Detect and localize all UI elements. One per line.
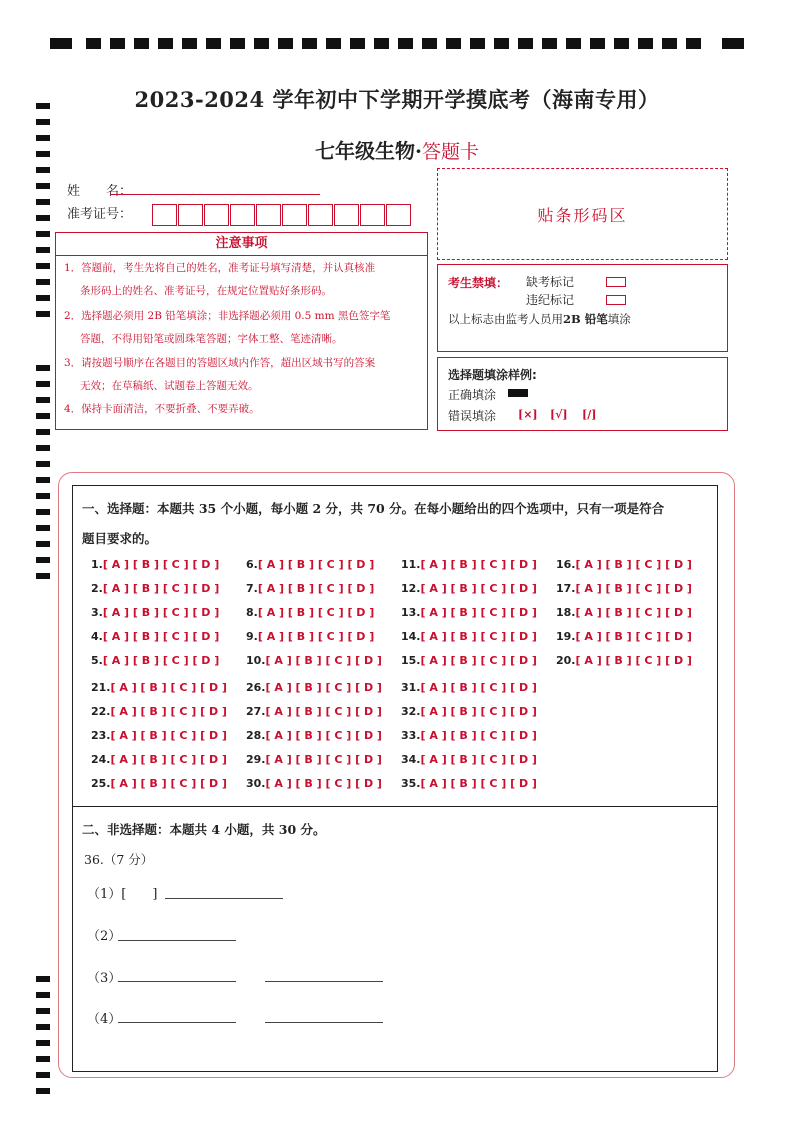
timing-mark xyxy=(446,38,461,49)
choice-question[interactable] xyxy=(401,606,537,619)
timing-mark xyxy=(36,573,50,579)
violation-mark-box[interactable] xyxy=(606,295,626,305)
timing-mark xyxy=(182,38,197,49)
sample-title: 选择题填涂样例: xyxy=(448,368,537,382)
timing-mark xyxy=(36,541,50,547)
question-number: 4. xyxy=(91,630,103,643)
answer-options[interactable]: [ A ] [ B ] [ C ] [ D ] xyxy=(575,558,692,571)
q36-sub2-label: （2） xyxy=(87,929,122,944)
notice-item xyxy=(64,257,424,303)
timing-mark xyxy=(36,1088,50,1094)
answer-options[interactable]: [ A ] [ B ] [ C ] [ D ] xyxy=(420,753,537,766)
notice-line: 4．保持卡面清洁，不要折叠、不要弄破。 xyxy=(64,403,260,415)
choice-question[interactable] xyxy=(556,582,692,595)
section1-heading-cont: 题目要求的。 xyxy=(82,531,158,546)
answer-options[interactable]: [ A ] [ B ] [ C ] [ D ] xyxy=(575,582,692,595)
choice-question[interactable] xyxy=(246,654,382,667)
written-section xyxy=(72,806,718,1072)
answer-options[interactable]: [ A ] [ B ] [ C ] [ D ] xyxy=(257,582,375,595)
question-number: 35. xyxy=(401,777,421,790)
choice-question[interactable] xyxy=(91,654,219,667)
timing-mark xyxy=(566,38,581,49)
choice-question[interactable] xyxy=(401,777,537,790)
timing-mark xyxy=(722,38,744,49)
id-digit-box[interactable] xyxy=(334,204,359,226)
notice-item xyxy=(64,352,424,398)
question-number: 5. xyxy=(91,654,103,667)
forbid-label: 考生禁填： xyxy=(448,276,509,290)
timing-mark xyxy=(36,1024,50,1030)
timing-mark xyxy=(134,38,149,49)
question-number: 33. xyxy=(401,729,421,742)
question-number: 9. xyxy=(246,630,258,643)
timing-mark xyxy=(36,295,50,301)
choice-question[interactable] xyxy=(246,558,374,571)
answer-options[interactable]: [ A ] [ B ] [ C ] [ D ] xyxy=(110,777,227,790)
wrong-label: 错误填涂 xyxy=(448,409,497,423)
section2-heading: 二、非选择题：本题共 4 小题，共 30 分。 xyxy=(82,822,326,837)
wrong-sample-1: [×] xyxy=(518,408,538,421)
timing-mark xyxy=(662,38,677,49)
question-number: 13. xyxy=(401,606,421,619)
timing-mark xyxy=(614,38,629,49)
timing-mark xyxy=(36,1072,50,1078)
answer-options[interactable]: [ A ] [ B ] [ C ] [ D ] xyxy=(575,630,692,643)
answer-options[interactable]: [ A ] [ B ] [ C ] [ D ] xyxy=(102,654,220,667)
timing-mark xyxy=(36,381,50,387)
correct-fill-sample xyxy=(508,389,528,397)
choice-question[interactable] xyxy=(401,630,537,643)
question-number: 7. xyxy=(246,582,258,595)
choice-section xyxy=(72,485,718,807)
id-digit-box[interactable] xyxy=(152,204,177,226)
answer-options[interactable]: [ A ] [ B ] [ C ] [ D ] xyxy=(102,606,220,619)
answer-options[interactable]: [ A ] [ B ] [ C ] [ D ] xyxy=(265,777,382,790)
choice-question[interactable] xyxy=(246,582,374,595)
name-field[interactable] xyxy=(110,193,320,195)
timing-mark xyxy=(36,557,50,563)
top-timing-marks xyxy=(50,38,744,50)
question-number: 6. xyxy=(246,558,258,571)
timing-mark xyxy=(36,477,50,483)
notice-line: 答题，不得用铅笔或圆珠笔答题；字体工整、笔迹清晰。 xyxy=(80,333,343,345)
question-number: 10. xyxy=(246,654,266,667)
q36-sub3-answer-line-1[interactable] xyxy=(118,980,236,982)
question-number: 14. xyxy=(401,630,421,643)
timing-mark xyxy=(36,397,50,403)
answer-options[interactable]: [ A ] [ B ] [ C ] [ D ] xyxy=(575,654,692,667)
answer-options[interactable]: [ A ] [ B ] [ C ] [ D ] xyxy=(420,729,537,742)
timing-mark xyxy=(36,461,50,467)
timing-mark xyxy=(374,38,389,49)
answer-options[interactable]: [ A ] [ B ] [ C ] [ D ] xyxy=(257,558,375,571)
choice-question[interactable] xyxy=(246,753,382,766)
q36-sub3-answer-line-2[interactable] xyxy=(265,980,383,982)
id-digit-box[interactable] xyxy=(204,204,229,226)
notice-box xyxy=(55,232,428,430)
question-number: 23. xyxy=(91,729,111,742)
timing-mark xyxy=(36,525,50,531)
id-digit-box[interactable] xyxy=(360,204,385,226)
subtitle-subject: 七年级生物· xyxy=(315,139,422,163)
q36-sub1-label: （1）[ ] xyxy=(87,887,158,902)
question-number: 15. xyxy=(401,654,421,667)
answer-options[interactable]: [ A ] [ B ] [ C ] [ D ] xyxy=(102,630,220,643)
notice-title: 注意事项 xyxy=(56,233,427,256)
section1-heading: 一、选择题：本题共 35 个小题，每小题 2 分，共 70 分。在每小题给出的四个选项中，只有一项是符合 xyxy=(82,501,665,516)
question-number: 24. xyxy=(91,753,111,766)
notice-line: 无效；在草稿纸、试题卷上答题无效。 xyxy=(80,380,259,392)
question-number: 32. xyxy=(401,705,421,718)
timing-mark xyxy=(36,976,50,982)
notice-item xyxy=(64,398,424,421)
choice-question[interactable] xyxy=(401,705,537,718)
q36-sub4-answer-line-2[interactable] xyxy=(265,1021,383,1023)
barcode-area: 贴条形码区 xyxy=(437,168,728,260)
timing-mark xyxy=(206,38,221,49)
answer-options[interactable]: [ A ] [ B ] [ C ] [ D ] xyxy=(110,681,227,694)
notice-line: 2．选择题必须用 2B 铅笔填涂；非选择题必须用 0.5 mm 黑色签字笔 xyxy=(64,310,391,322)
choice-question[interactable] xyxy=(91,705,227,718)
timing-mark xyxy=(36,429,50,435)
timing-mark xyxy=(422,38,437,49)
answer-options[interactable]: [ A ] [ B ] [ C ] [ D ] xyxy=(420,630,537,643)
answer-options[interactable]: [ A ] [ B ] [ C ] [ D ] xyxy=(265,705,382,718)
choice-question[interactable] xyxy=(91,630,219,643)
timing-mark xyxy=(36,1040,50,1046)
timing-mark xyxy=(230,38,245,49)
answer-options[interactable]: [ A ] [ B ] [ C ] [ D ] xyxy=(420,681,537,694)
timing-mark xyxy=(518,38,533,49)
timing-mark xyxy=(470,38,485,49)
answer-options[interactable]: [ A ] [ B ] [ C ] [ D ] xyxy=(110,729,227,742)
q36-sub3-label: （3） xyxy=(87,971,122,986)
timing-mark xyxy=(686,38,701,49)
notice-line: 1．答题前，考生先将自己的姓名，准考证号填写清楚，并认真核准 xyxy=(64,262,376,274)
timing-mark xyxy=(36,215,50,221)
id-digit-box[interactable] xyxy=(282,204,307,226)
timing-mark xyxy=(36,445,50,451)
choice-question[interactable] xyxy=(91,606,219,619)
id-digit-box[interactable] xyxy=(386,204,411,226)
choice-question[interactable] xyxy=(246,705,382,718)
answer-options[interactable]: [ A ] [ B ] [ C ] [ D ] xyxy=(110,753,227,766)
choice-question[interactable] xyxy=(246,681,382,694)
question-number: 28. xyxy=(246,729,266,742)
timing-mark xyxy=(494,38,509,49)
id-digit-box[interactable] xyxy=(178,204,203,226)
page-subtitle xyxy=(0,135,794,164)
notice-item xyxy=(64,305,424,351)
question-number: 2. xyxy=(91,582,103,595)
choice-question[interactable] xyxy=(246,777,382,790)
answer-options[interactable]: [ A ] [ B ] [ C ] [ D ] xyxy=(102,558,220,571)
answer-options[interactable]: [ A ] [ B ] [ C ] [ D ] xyxy=(420,654,537,667)
timing-mark xyxy=(350,38,365,49)
question-number: 26. xyxy=(246,681,266,694)
q36-sub4-label: （4） xyxy=(87,1012,122,1027)
timing-mark xyxy=(86,38,101,49)
answer-options[interactable]: [ A ] [ B ] [ C ] [ D ] xyxy=(265,654,382,667)
answer-options[interactable]: [ A ] [ B ] [ C ] [ D ] xyxy=(420,558,537,571)
choice-question[interactable] xyxy=(556,654,692,667)
choice-question[interactable] xyxy=(401,558,537,571)
answer-options[interactable]: [ A ] [ B ] [ C ] [ D ] xyxy=(420,582,537,595)
answer-options[interactable]: [ A ] [ B ] [ C ] [ D ] xyxy=(110,705,227,718)
choice-question[interactable] xyxy=(401,681,537,694)
question-number: 27. xyxy=(246,705,266,718)
q36-sub4-answer-line-1[interactable] xyxy=(118,1021,236,1023)
timing-mark xyxy=(542,38,557,49)
timing-mark xyxy=(36,311,50,317)
answer-options[interactable]: [ A ] [ B ] [ C ] [ D ] xyxy=(420,777,537,790)
choice-question[interactable] xyxy=(91,558,219,571)
answer-options[interactable]: [ A ] [ B ] [ C ] [ D ] xyxy=(265,681,382,694)
choice-question[interactable] xyxy=(556,558,692,571)
forbid-note xyxy=(448,311,631,327)
timing-mark xyxy=(326,38,341,49)
wrong-sample-3: [/] xyxy=(582,408,597,421)
timing-mark xyxy=(36,167,50,173)
name-label: 姓 名： xyxy=(67,184,133,199)
id-digit-box[interactable] xyxy=(230,204,255,226)
question-number: 21. xyxy=(91,681,111,694)
choice-question[interactable] xyxy=(401,654,537,667)
answer-options[interactable]: [ A ] [ B ] [ C ] [ D ] xyxy=(265,729,382,742)
subtitle-card: 答题卡 xyxy=(421,141,479,163)
timing-mark xyxy=(638,38,653,49)
answer-options[interactable]: [ A ] [ B ] [ C ] [ D ] xyxy=(420,606,537,619)
choice-question[interactable] xyxy=(401,753,537,766)
answer-options[interactable]: [ A ] [ B ] [ C ] [ D ] xyxy=(257,606,375,619)
choice-question[interactable] xyxy=(246,606,374,619)
question-number: 3. xyxy=(91,606,103,619)
page-title: 2023-2024 学年初中下学期开学摸底考（海南专用） xyxy=(134,87,660,112)
question-number: 17. xyxy=(556,582,576,595)
question-number: 30. xyxy=(246,777,266,790)
timing-mark xyxy=(278,38,293,49)
question-number: 20. xyxy=(556,654,576,667)
timing-mark xyxy=(110,38,125,49)
timing-mark xyxy=(36,263,50,269)
choice-question[interactable] xyxy=(401,729,537,742)
q36-sub1-answer-line[interactable] xyxy=(165,897,283,899)
timing-mark xyxy=(36,119,50,125)
choice-question[interactable] xyxy=(91,582,219,595)
fill-sample-box xyxy=(437,357,728,431)
answer-options[interactable]: [ A ] [ B ] [ C ] [ D ] xyxy=(575,606,692,619)
forbid-note-bold: 2B 铅笔 xyxy=(563,312,608,326)
answer-options[interactable]: [ A ] [ B ] [ C ] [ D ] xyxy=(420,705,537,718)
timing-mark xyxy=(36,365,50,371)
choice-question[interactable] xyxy=(556,606,692,619)
answer-options[interactable]: [ A ] [ B ] [ C ] [ D ] xyxy=(102,582,220,595)
id-number-boxes[interactable] xyxy=(152,204,412,226)
choice-question[interactable] xyxy=(91,777,227,790)
timing-mark xyxy=(302,38,317,49)
absent-mark-box[interactable] xyxy=(606,277,626,287)
violation-label: 违纪标记 xyxy=(526,293,575,307)
timing-mark xyxy=(36,1008,50,1014)
choice-question[interactable] xyxy=(91,729,227,742)
question-number: 31. xyxy=(401,681,421,694)
forbid-note-suffix: 填涂 xyxy=(607,312,631,326)
question-number: 22. xyxy=(91,705,111,718)
answer-options[interactable]: [ A ] [ B ] [ C ] [ D ] xyxy=(265,753,382,766)
absent-label: 缺考标记 xyxy=(526,275,575,289)
timing-mark xyxy=(36,1056,50,1062)
timing-mark xyxy=(36,199,50,205)
choice-question[interactable] xyxy=(246,729,382,742)
choice-question[interactable] xyxy=(556,630,692,643)
question-number: 25. xyxy=(91,777,111,790)
timing-mark xyxy=(590,38,605,49)
correct-label: 正确填涂 xyxy=(448,388,497,402)
id-digit-box[interactable] xyxy=(256,204,281,226)
timing-mark xyxy=(36,509,50,515)
question-number: 18. xyxy=(556,606,576,619)
timing-mark xyxy=(36,992,50,998)
notice-line: 条形码上的姓名、准考证号，在规定位置贴好条形码。 xyxy=(80,285,332,297)
answer-options[interactable]: [ A ] [ B ] [ C ] [ D ] xyxy=(257,630,375,643)
question-number: 11. xyxy=(401,558,421,571)
choice-question[interactable] xyxy=(246,630,374,643)
q36-sub2-answer-line[interactable] xyxy=(118,939,236,941)
timing-mark xyxy=(36,231,50,237)
timing-mark xyxy=(36,493,50,499)
question-number: 8. xyxy=(246,606,258,619)
question-number: 12. xyxy=(401,582,421,595)
wrong-sample-2: [√] xyxy=(550,408,568,421)
question-number: 29. xyxy=(246,753,266,766)
question-number: 19. xyxy=(556,630,576,643)
choice-question[interactable] xyxy=(91,681,227,694)
examiner-only-box xyxy=(437,264,728,352)
timing-mark xyxy=(50,38,72,49)
forbid-note-prefix: 以上标志由监考人员用 xyxy=(448,312,563,326)
q36-label: 36.（7 分） xyxy=(84,852,154,867)
timing-mark xyxy=(36,279,50,285)
timing-mark xyxy=(158,38,173,49)
timing-mark xyxy=(398,38,413,49)
question-number: 34. xyxy=(401,753,421,766)
notice-line: 3．请按题号顺序在各题目的答题区域内作答，超出区域书写的答案 xyxy=(64,357,376,369)
choice-question[interactable] xyxy=(401,582,537,595)
id-label: 准考证号： xyxy=(67,207,133,222)
question-number: 1. xyxy=(91,558,103,571)
timing-mark xyxy=(36,183,50,189)
timing-mark xyxy=(254,38,269,49)
id-digit-box[interactable] xyxy=(308,204,333,226)
timing-mark xyxy=(36,413,50,419)
choice-question[interactable] xyxy=(91,753,227,766)
timing-mark xyxy=(36,247,50,253)
question-number: 16. xyxy=(556,558,576,571)
